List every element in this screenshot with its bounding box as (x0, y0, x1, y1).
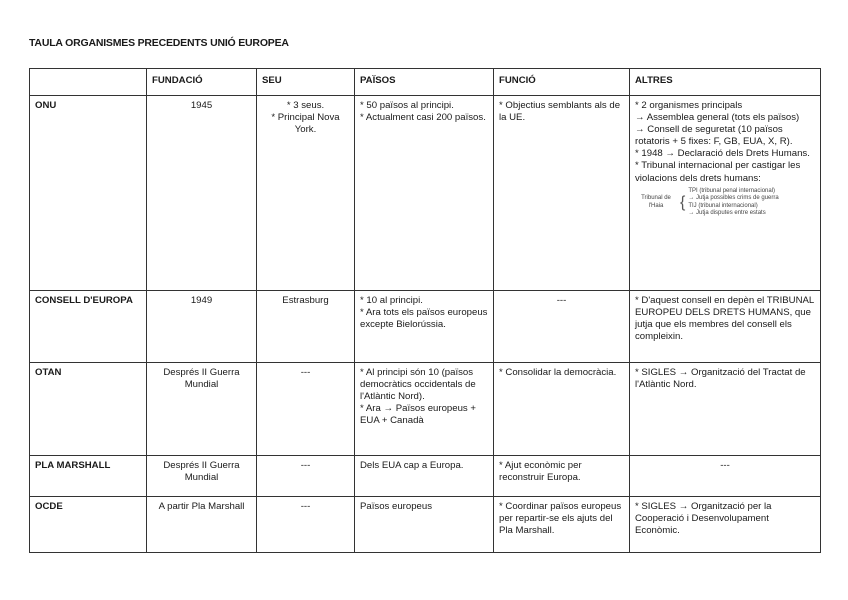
cell-paisos (355, 291, 494, 363)
row-name: PLA MARSHALL (30, 456, 147, 497)
cell-funcio (494, 497, 630, 553)
cell-seu (257, 291, 355, 363)
cell-line: → Consell de seguretat (10 països rotatoris + 5 fixes: F, GB, EUA, X, R). (635, 124, 793, 148)
cell-line: Després II Guerra Mundial (163, 367, 240, 391)
cell-fundacio (147, 291, 257, 363)
cell-line: 1949 (190, 295, 213, 306)
cell-altres (630, 456, 821, 497)
cell-line: --- (300, 460, 311, 471)
table-row (30, 497, 821, 553)
cell-funcio (494, 291, 630, 363)
table-row (30, 96, 821, 291)
cell-line: Estrasburg (282, 295, 329, 306)
brace-icon: { (680, 193, 686, 211)
row-name: OCDE (30, 497, 147, 553)
organisms-table (29, 68, 821, 553)
table-row (30, 363, 821, 456)
table-row (30, 291, 821, 363)
row-name: ONU (30, 96, 147, 291)
cell-fundacio (147, 363, 257, 456)
cell-line: * SIGLES → Organització del Tractat de l'Atlàntic Nord. (635, 367, 806, 391)
header-seu: SEU (257, 69, 355, 96)
cell-fundacio (147, 497, 257, 553)
cell-line: * Al principi són 10 (països democràtics occidentals de l'Atlàntic Nord). (360, 367, 476, 403)
cell-line: * SIGLES → Organització per la Cooperació i Desenvolupament Econòmic. (635, 501, 772, 537)
cell-seu (257, 497, 355, 553)
cell-line: --- (720, 460, 730, 471)
header-fundacio: FUNDACIÓ (147, 69, 257, 96)
cell-line: * D'aquest consell en depèn el TRIBUNAL EUROPEU DELS DRETS HUMANS, que jutja que els membres del consell els compleixin. (635, 295, 814, 343)
cell-seu (257, 456, 355, 497)
cell-line: A partir Pla Marshall (158, 501, 245, 512)
cell-line: * Principal Nova York. (271, 112, 340, 136)
cell-seu (257, 363, 355, 456)
note-line: → Jutja disputes entre estats (688, 210, 766, 217)
cell-line: * Consolidar la democràcia. (499, 367, 617, 378)
tribunal-note (635, 188, 815, 218)
header-altres: ALTRES (630, 69, 821, 96)
cell-funcio (494, 456, 630, 497)
cell-fundacio (147, 456, 257, 497)
cell-line: * 2 organismes principals (635, 100, 743, 111)
cell-altres (630, 291, 821, 363)
header-paisos: PAÏSOS (355, 69, 494, 96)
row-name: OTAN (30, 363, 147, 456)
cell-line: * Ajut econòmic per reconstruir Europa. (499, 460, 582, 484)
cell-seu (257, 96, 355, 291)
cell-funcio (494, 96, 630, 291)
cell-altres (630, 497, 821, 553)
cell-paisos (355, 363, 494, 456)
cell-altres (630, 96, 821, 291)
cell-line: * Ara tots els països europeus excepte Bielorússia. (360, 307, 488, 331)
table-row (30, 456, 821, 497)
note-line: TIJ (tribunal internacional) (688, 202, 758, 209)
cell-line: * 50 països al principi. (360, 100, 454, 111)
cell-line: * 10 al principi. (360, 295, 423, 306)
page-title: TAULA ORGANISMES PRECEDENTS UNIÓ EUROPEA (29, 37, 289, 49)
cell-line: * 3 seus. (286, 100, 325, 111)
cell-line: * Objectius semblants als de la UE. (499, 100, 621, 124)
note-right (688, 188, 815, 218)
cell-line: Dels EUA cap a Europa. (360, 460, 464, 471)
cell-line: * Coordinar països europeus per repartir-se els ajuts del Pla Marshall. (499, 501, 622, 537)
note-line: TPI (tribunal penal internacional) (688, 187, 776, 194)
cell-line: * Actualment casi 200 països. (360, 112, 486, 124)
cell-line: * 1948 → Declaració dels Drets Humans. (635, 148, 810, 160)
cell-fundacio (147, 96, 257, 291)
cell-altres (630, 363, 821, 456)
cell-funcio (494, 363, 630, 456)
cell-paisos (355, 96, 494, 291)
header-row (30, 69, 821, 96)
cell-line: * Tribunal internacional per castigar les violacions dels drets humans: (635, 160, 801, 184)
cell-line: --- (556, 295, 567, 306)
note-line: → Jutja possibles crims de guerra (688, 195, 779, 202)
header-funcio: FUNCIÓ (494, 69, 630, 96)
cell-line: → Assemblea general (tots els països) (635, 112, 800, 124)
header-empty (30, 69, 147, 96)
row-name: CONSELL D'EUROPA (30, 291, 147, 363)
cell-line: Després II Guerra Mundial (163, 460, 240, 484)
cell-line: Països europeus (360, 501, 432, 512)
cell-line: --- (300, 367, 311, 378)
cell-line: 1945 (190, 100, 213, 111)
note-left: Tribunal de l'Haia (641, 195, 671, 209)
cell-line: --- (300, 501, 311, 512)
cell-paisos (355, 456, 494, 497)
cell-paisos (355, 497, 494, 553)
cell-line: * Ara → Països europeus + EUA + Canadà (360, 403, 476, 427)
